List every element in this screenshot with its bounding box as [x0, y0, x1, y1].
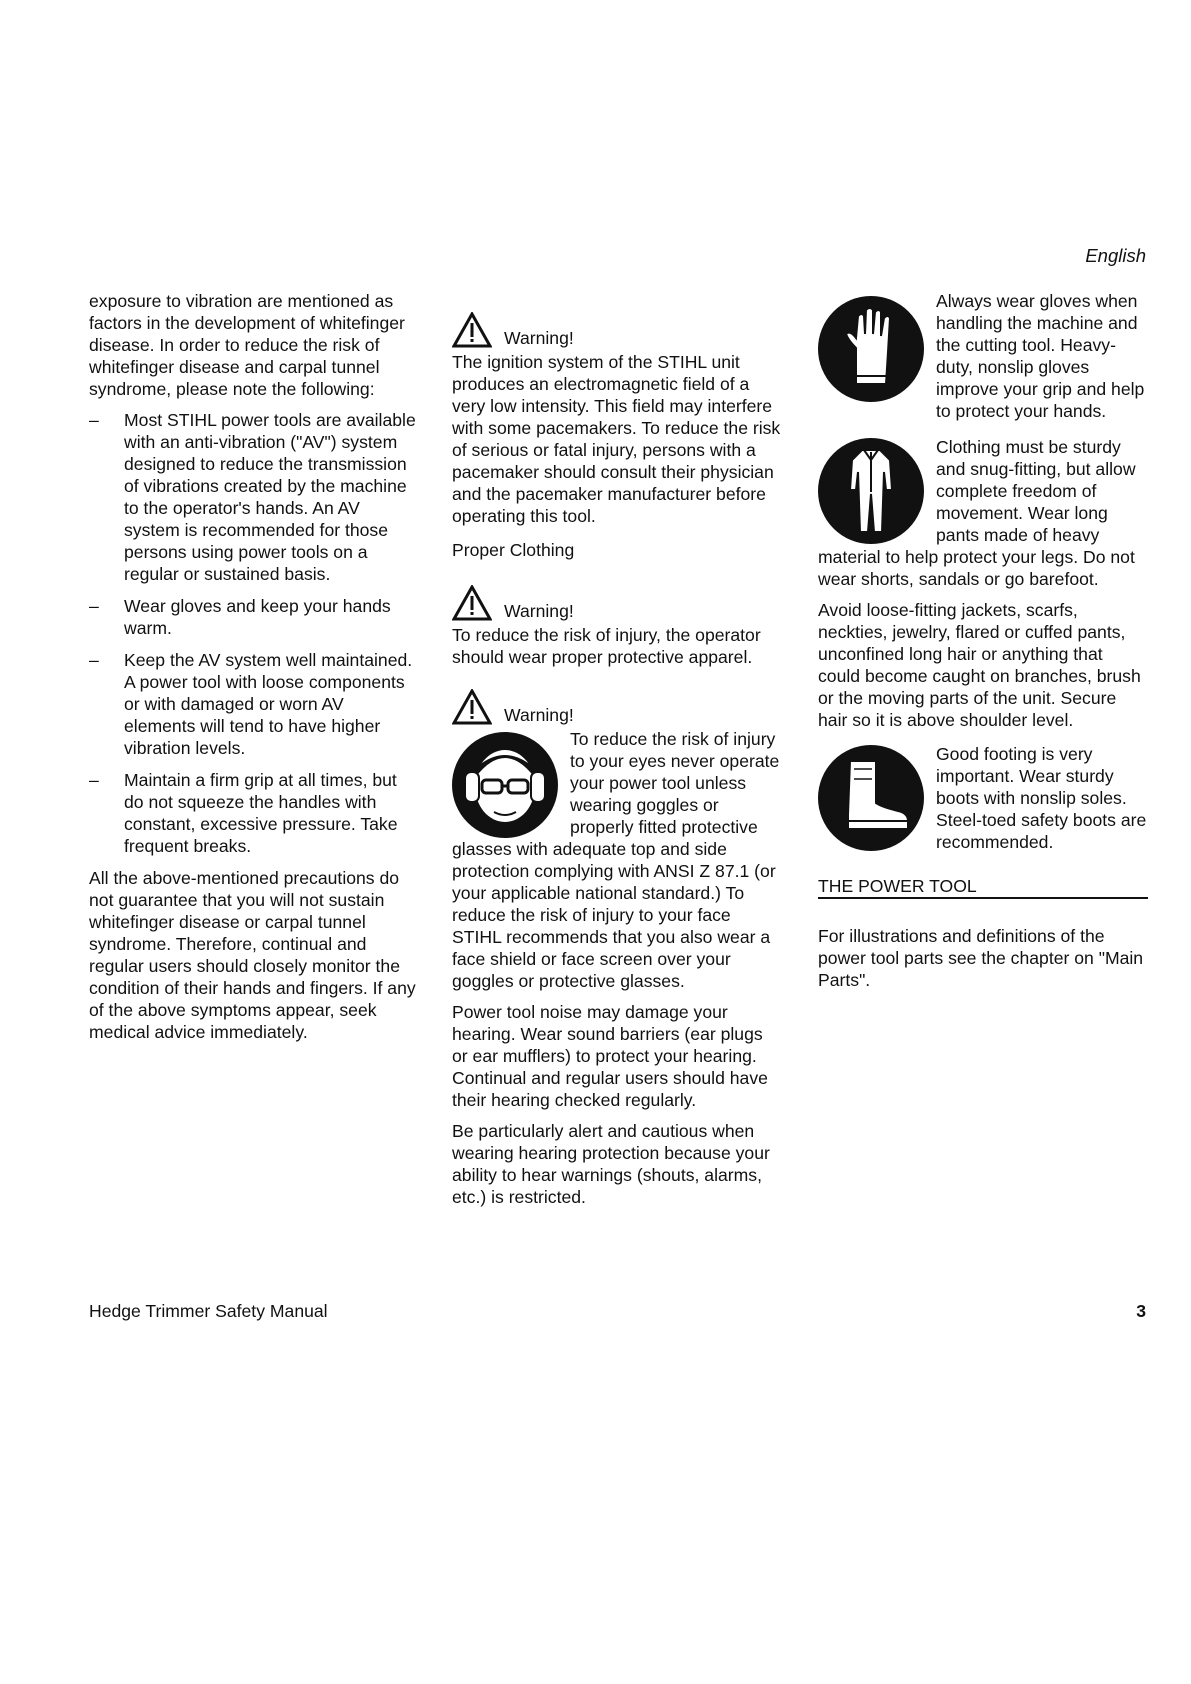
proper-clothing-heading: Proper Clothing [452, 540, 575, 560]
power-tool-paragraph: For illustrations and definitions of the power tool parts see the chapter on "Main Parts". [818, 926, 1144, 990]
warning-triangle-icon [452, 585, 492, 621]
bullet-dash: – [89, 770, 99, 790]
column-left [89, 290, 419, 1052]
list-item: – Maintain a firm grip at all times, but do not squeeze the handles with constant, excessive pressure. Take frequent breaks. [89, 770, 398, 856]
pacemaker-warning-text: The ignition system of the STIHL unit produces an electromagnetic field of a very low intensity. This field may interfere with some pacemakers. To reduce the risk of serious or fatal injury, persons with a pacemaker should consult their physician and the pacemaker manufacturer before operating this tool. [452, 352, 781, 526]
warning-label: Warning! [504, 601, 574, 621]
warning-triangle-icon [452, 312, 492, 348]
closing-paragraph: All the above-mentioned precautions do not guarantee that you will not sustain whitefinger disease or carpal tunnel syndrome. Therefore, continual and regular users should closely monitor the condition of their hands and fingers. If any of the above symptoms appear, seek medical advice immediately. [89, 868, 416, 1042]
list-item: – Wear gloves and keep your hands warm. [89, 596, 391, 638]
eye-protection-block [452, 728, 782, 992]
apparel-warning-text: To reduce the risk of injury, the operator should wear proper protective apparel. [452, 625, 761, 667]
alert-paragraph: Be particularly alert and cautious when wearing hearing protection because your ability to hear warnings (shouts, alarms, etc.) is restricted. [452, 1121, 770, 1207]
eye-warning-text: To reduce the risk of injury to your eyes never operate your power tool unless wearing goggles or properly fitted protective glasses with adequate top and side protection complying with ANSI Z 87.1 (or your applicable national standard.) To reduce the risk of injury to your face STIHL recommends that you also wear a face shield or face screen over your goggles or protective glasses. [452, 729, 780, 991]
page-number: 3 [1136, 1301, 1146, 1321]
goggles-ear-protection-icon [452, 732, 558, 838]
loose-clothing-paragraph: Avoid loose-fitting jackets, scarfs, neckties, jewelry, flared or cuffed pants, unconfined long hair or anything that could become caught on branches, brush or the moving parts of the unit. Secure hair so it is above shoulder level. [818, 600, 1141, 730]
section-title-power-tool: THE POWER TOOL [818, 875, 1148, 899]
warning-label: Warning! [504, 705, 574, 725]
column-right [818, 290, 1148, 1000]
warning-heading-pacemaker [452, 300, 782, 348]
gloves-block [818, 290, 1148, 422]
header-language: English [1085, 245, 1146, 266]
footing-block [818, 743, 1148, 853]
warning-heading-apparel [452, 573, 782, 621]
warning-triangle-icon [452, 689, 492, 725]
protective-clothing-icon [818, 438, 924, 544]
footer-manual-title: Hedge Trimmer Safety Manual [89, 1301, 328, 1321]
column-middle [452, 300, 782, 1217]
noise-paragraph: Power tool noise may damage your hearing. Wear sound barriers (ear plugs or ear mufflers) to protect your hearing. Continual and regular users should have their hearing checked regularly. [452, 1002, 768, 1110]
intro-paragraph: exposure to vibration are mentioned as factors in the development of whitefinger disease. In order to reduce the risk of whitefinger disease and carpal tunnel syndrome, please note the following: [89, 291, 405, 399]
vibration-bullet-list [89, 409, 419, 857]
safety-boot-icon [818, 745, 924, 851]
clothing-block [818, 436, 1148, 590]
gloves-text: Always wear gloves when handling the machine and the cutting tool. Heavy-duty, nonslip gloves improve your grip and help to protect your hands. [936, 291, 1145, 421]
footing-text: Good footing is very important. Wear sturdy boots with nonslip soles. Steel-toed safety boots are recommended. [936, 744, 1147, 852]
bullet-dash: – [89, 410, 99, 430]
bullet-dash: – [89, 596, 99, 616]
gloves-icon [818, 296, 924, 402]
warning-label: Warning! [504, 328, 574, 348]
list-item: – Most STIHL power tools are available with an anti-vibration ("AV") system designed to reduce the transmission of vibrations created by the machine to the operator's hands. An AV system is recommended for those persons using power tools on a regular or sustained basis. [89, 410, 416, 584]
clothing-text: Clothing must be sturdy and snug-fitting, but allow complete freedom of movement. Wear long pants made of heavy material to help protect your legs. Do not wear shorts, sandals or go barefoot. [818, 437, 1136, 589]
warning-heading-eyes [452, 677, 782, 725]
bullet-dash: – [89, 650, 99, 670]
list-item: – Keep the AV system well maintained. A power tool with loose components or with damaged or worn AV elements will tend to have higher vibration levels. [89, 650, 413, 758]
